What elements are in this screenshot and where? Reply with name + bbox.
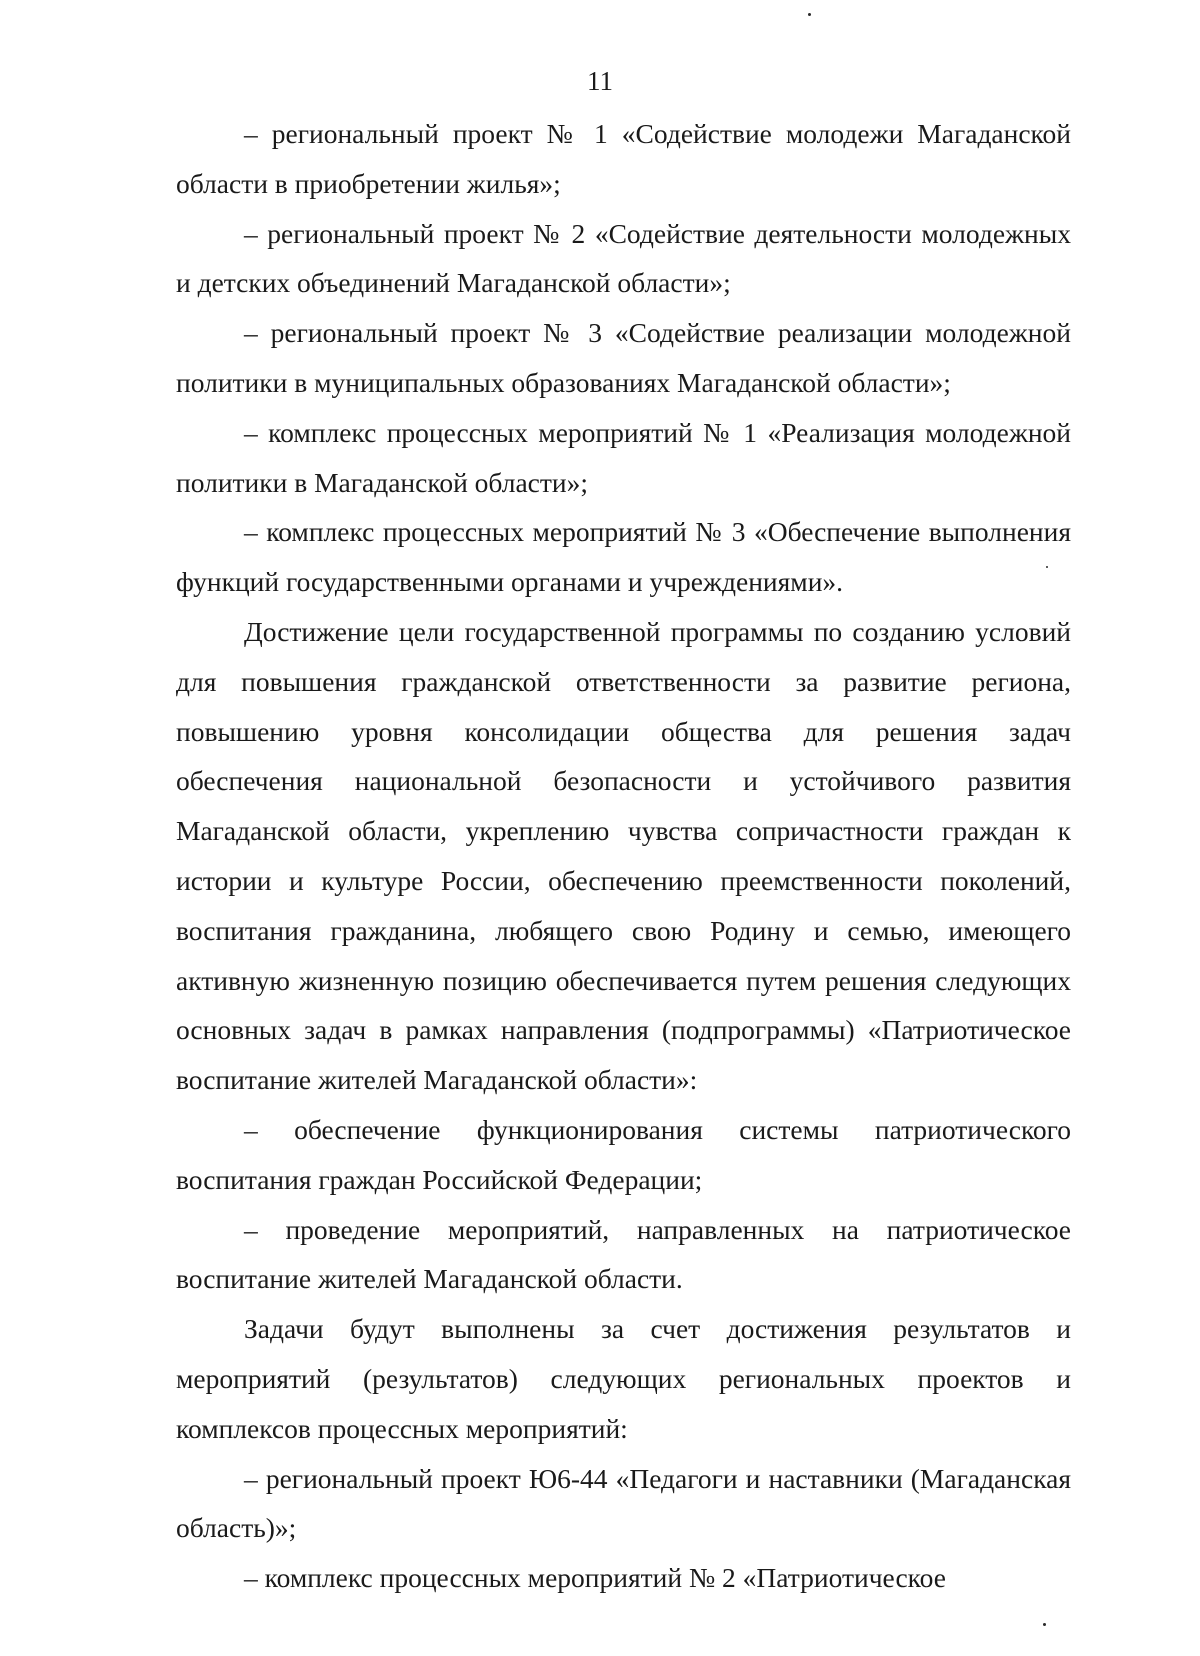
list-item: – проведение мероприятий, направленных на патриотическое воспитание жителей Магаданской области. [176, 1213, 1071, 1295]
list-item: – региональный проект № 3 «Содействие реализации молодежной политики в муниципальных образованиях Магаданской области»; [176, 317, 1071, 398]
scan-speck [1046, 566, 1048, 568]
paragraph: Достижение цели государственной программы по созданию условий для повышения гражданской ответственности за развитие региона, повышению уровня консолидации общества для решения задач обеспечения национальной безопасности и устойчивого развития Магаданской области, укреплению чувства сопричастности граждан к истории и культуре России, обеспечению преемственности поколений, воспитания гражданина, любящего свою Родину и семью, имеющего активную жизненную позицию обеспечивается путем решения следующих основных задач в рамках направления (подпрограммы) «Патриотическое воспитание жителей Магаданской области»: [176, 615, 1071, 1096]
scan-speck [808, 13, 811, 16]
list-item: – региональный проект № 1 «Содействие молодежи Магаданской области в приобретении жилья»; [176, 118, 1071, 199]
scan-speck [1043, 1623, 1046, 1626]
document-body [176, 109, 1071, 1603]
paragraph: Задачи будут выполнены за счет достижения результатов и мероприятий (результатов) следующих региональных проектов и комплексов процессных мероприятий: [176, 1313, 1071, 1444]
list-item: – комплекс процессных мероприятий № 2 «Патриотическое [244, 1562, 946, 1594]
list-item: – комплекс процессных мероприятий № 1 «Реализация молодежной политики в Магаданской области»; [176, 416, 1071, 498]
list-item: – региональный проект Ю6-44 «Педагоги и наставники (Магаданская область)»; [176, 1462, 1071, 1544]
list-item: – обеспечение функционирования системы патриотического воспитания граждан Российской Федерации; [176, 1113, 1071, 1195]
list-item: – комплекс процессных мероприятий № 3 «Обеспечение выполнения функций государственными органами и учреждениями». [176, 516, 1071, 598]
list-item: – региональный проект № 2 «Содействие деятельности молодежных и детских объединений Магаданской области»; [176, 217, 1071, 299]
page-number: 11 [587, 66, 613, 96]
